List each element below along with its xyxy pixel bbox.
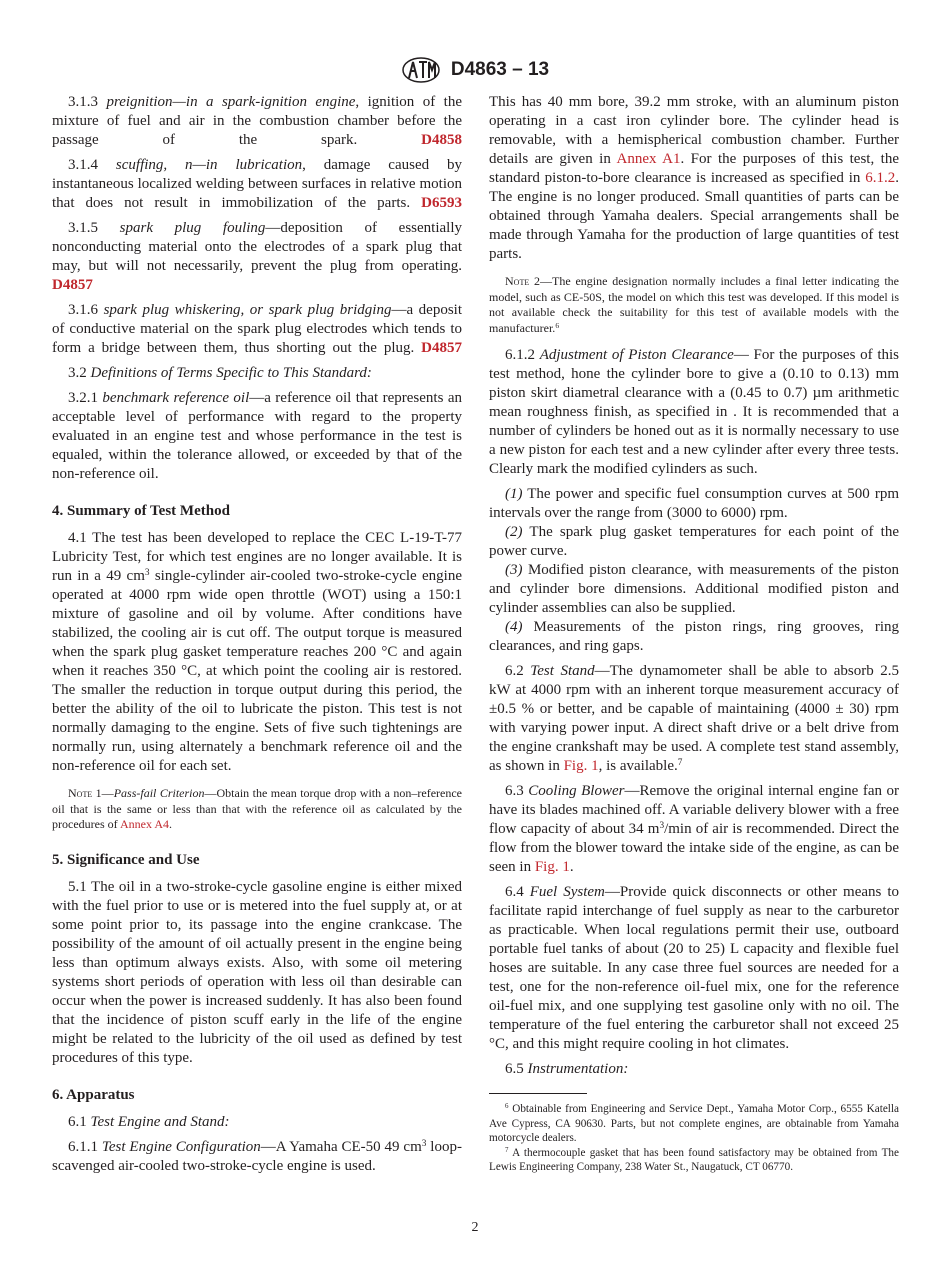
text-run: 6.3 — [505, 783, 529, 799]
text-run: 3.2.1 — [68, 390, 103, 406]
superscript: 7 — [505, 1145, 509, 1154]
standard-reference-link[interactable]: D4857 — [421, 340, 462, 356]
section-heading — [52, 1086, 462, 1105]
document-designation: D4863 – 13 — [450, 59, 550, 80]
text-run: —a reference oil that represents an acceptable level of performance with regard to the property evaluated in an engine test and whose performance in the test is equaled, within the tolerance allowed, or exceeded by that of the non-reference oil. — [52, 390, 462, 482]
text-run: , damage caused by instantaneous localized welding between surfaces in relative motion that does not result in immobilization of the parts. — [52, 157, 463, 211]
text-run: 6.2 — [505, 663, 531, 679]
astm-logo-icon — [401, 56, 441, 84]
text-run: —deposition of essentially nonconducting material onto the electrodes of a spark plug that may, but will not necessarily, prevent the plug from operating. — [52, 220, 463, 274]
text-run: Modified piston clearance, with measurements of the piston and cylinder bore dimensions. Additional modified piston and cylinder assemblies can also be supplied. — [489, 562, 899, 616]
text-run: (4) — [505, 619, 523, 635]
superscript: 3 — [659, 820, 665, 831]
text-run: The spark plug gasket temperatures for each point of the power curve. — [489, 524, 899, 559]
text-run: This has 40 mm bore, 39.2 mm stroke, with an aluminum piston operating in a cast iron cylinder bore. The cylinder head is removable, with a hemispherical combustion chamber. Further details are given in — [489, 94, 899, 167]
paragraph — [52, 301, 462, 358]
text-run: loop-scavenged air-cooled two-stroke-cycle engine is used. — [52, 1138, 462, 1174]
standard-reference-link[interactable]: D4857 — [52, 277, 93, 293]
text-run: spark plug whiskering, or spark plug bridging — [103, 302, 392, 318]
page-number: 2 — [471, 1220, 479, 1235]
text-run: 6.1.2 — [505, 347, 540, 363]
text-run: Test Engine and Stand: — [90, 1113, 230, 1130]
paragraph — [489, 93, 899, 264]
text-run: single-cylinder air-cooled two-stroke-cycle engine operated at 4000 rpm wide open throttle (WOT) using a 150:1 mixture of gasoline and oil by volume. After conditions have stabilized, the cooling air is cut off. The output torque is measured when the spark plug gasket temperature reaches 200 °C and again when it reaches 350 °C, at which point the cooling air is restored. The smaller the reduction in torque output during this period, the better the ability of the oil to lubricate the piston. This test is not normally damaging to the engine. Sets of five such tightenings are normally run, using alternately a benchmark reference oil and the non-reference oil for each set. — [52, 568, 462, 774]
footnote — [489, 1102, 899, 1146]
text-run: 6.4 — [505, 884, 530, 900]
text-run: 3.1.6 — [68, 302, 104, 318]
text-run: 5. Significance and Use — [52, 851, 200, 868]
text-run: —Remove the original internal engine fan or have its blades machined off. A variable delivery blower with a free flow capacity of about 34 m — [489, 783, 900, 837]
section-heading — [52, 502, 462, 521]
text-run: A thermocouple gasket that has been found satisfactory may be obtained from The Lewis Engineering Company, 238 Water St., Naugatuck, CT 06770. — [489, 1146, 899, 1173]
text-run: —a deposit of conductive material on the spark plug electrodes which tends to form a bridge between them, thus shorting out the plug. — [52, 302, 463, 356]
text-run: Instrumentation: — [527, 1061, 629, 1077]
text-run: spark plug fouling — [119, 220, 266, 236]
note — [52, 786, 462, 833]
paragraph — [489, 561, 899, 618]
text-run: . — [168, 817, 172, 831]
superscript: 7 — [677, 757, 683, 768]
paragraph — [52, 878, 462, 1068]
text-run: 6. Apparatus — [52, 1086, 135, 1103]
paragraph — [489, 346, 899, 479]
text-run: Definitions of Terms Specific to This Standard: — [90, 365, 372, 381]
paragraph — [52, 219, 462, 295]
footnote — [489, 1146, 899, 1175]
text-run: The power and specific fuel consumption curves at 500 rpm intervals over the range from (3000 to 6000) rpm. — [489, 486, 899, 521]
text-run: Note — [68, 786, 93, 800]
text-run: 3.2 — [68, 365, 91, 381]
paragraph — [489, 1060, 899, 1079]
text-run: (2) — [505, 524, 523, 540]
standard-reference-link[interactable]: D6593 — [421, 195, 462, 211]
footnote-divider — [489, 1093, 587, 1094]
paragraph — [489, 782, 899, 877]
paragraph — [52, 156, 462, 213]
paragraph — [52, 1138, 462, 1176]
paragraph — [52, 1113, 462, 1132]
text-run: —Provide quick disconnects or other means to facilitate rapid interchange of fuel supply as near to the carburetor as practicable. When local regulations permit their use, outboard portable fuel tanks of about (20 to 25) L capacity and flexible fuel hoses are suitable. In any case three fuel sources are needed for a test, one for the non-reference oil-fuel mix, one for the reference oil-fuel mix, and one supplying test gasoline only with no oil. The temperature of the fuel entering the carburetor shall not exceed 25 °C, and this might require cooling in hot climates. — [489, 884, 900, 1052]
superscript: 6 — [505, 1102, 509, 1111]
text-run: —Obtain the mean torque drop with a non–reference oil that is the same or less than that with the reference oil as calculated by the procedures of — [52, 786, 462, 831]
text-run: , ignition of the mixture of fuel and air in the combustion chamber before the passage of the spark. — [52, 94, 462, 148]
cross-reference-link[interactable]: Annex A4 — [119, 817, 169, 831]
text-run: Test Stand — [530, 663, 595, 679]
text-run: Fuel System — [529, 884, 605, 900]
section-heading — [52, 851, 462, 870]
text-run: Cooling Blower — [528, 783, 625, 799]
text-run: , is available. — [598, 758, 678, 774]
text-run: 6.1 — [68, 1113, 91, 1130]
superscript: 3 — [144, 567, 150, 578]
text-run: — For the purposes of this test method, hone the cylinder bore to give a (0.10 to 0.13) mm piston skirt diametral clearance with a (0.45 to 0.7) µm arithmetic mean roughness finish, as specified in . It is recommended that a number of cylinders be honed out as it is normally necessary to use a new piston for each test and a new cylinder after every three tests. Clearly mark the modified cylinders as such. — [489, 347, 899, 477]
text-run: 6.5 — [505, 1061, 528, 1077]
left-column — [52, 93, 462, 1182]
text-run: Adjustment of Piston Clearance — [539, 347, 734, 363]
text-run: (3) — [505, 562, 523, 578]
text-run: /min of air is recommended. Direct the flow from the blower toward the intake side of the engine, as can be seen in — [489, 821, 900, 875]
text-run: scuffing, n—in lubrication — [115, 157, 303, 173]
text-run: benchmark reference oil — [102, 390, 250, 406]
paragraph — [489, 523, 899, 561]
paragraph — [489, 485, 899, 523]
page-header — [0, 56, 950, 84]
superscript: 3 — [421, 1138, 427, 1149]
text-run: (1) — [505, 486, 523, 502]
cross-reference-link[interactable]: Fig. 1 — [563, 758, 599, 774]
text-run: 6.1.1 — [68, 1138, 102, 1155]
text-run: Measurements of the piston rings, ring grooves, ring clearances, and ring gaps. — [489, 619, 899, 654]
paragraph — [489, 883, 899, 1054]
text-run: Pass-fail Criterion — [113, 786, 205, 800]
note — [489, 274, 899, 336]
paragraph — [489, 662, 899, 776]
text-run: —The dynamometer shall be able to absorb 2.5 kW at 4000 rpm with an inherent torque measurement accuracy of ±0.5 % or better, and be capable of maintaining (4000 ± 30) rpm with varying power input. A direct shaft drive or a belt drive from the engine crankshaft may be used. A complete test stand assembly, as shown in — [489, 663, 899, 774]
text-run: . The engine is no longer produced. Small quantities of parts can be obtained through Yamaha dealers. Special arrangements shall be made through Yamaha for the production of large quantities of test parts. — [489, 170, 899, 262]
cross-reference-link[interactable]: 6.1.2 — [865, 170, 896, 186]
text-run: 1— — [92, 786, 114, 800]
text-run: . For the purposes of this test, the standard piston-to-bore clearance is increased as specified in — [489, 151, 899, 186]
text-run: Note — [505, 274, 530, 288]
text-run: Test Engine Configuration — [101, 1138, 261, 1155]
text-run: 2—The engine designation normally includes a final letter indicating the model, such as CE-50S, the model on which this test was developed. If this model is not available check the suitability for this test of available models with the manufacturer. — [489, 274, 899, 335]
standard-reference-link[interactable]: D4858 — [421, 132, 462, 148]
superscript: 6 — [555, 320, 560, 330]
paragraph — [489, 618, 899, 656]
text-run: . — [569, 859, 574, 875]
text-run: 3.1.5 — [68, 220, 120, 236]
cross-reference-link[interactable]: Annex A1 — [616, 151, 681, 167]
text-run: Obtainable from Engineering and Service Dept., Yamaha Motor Corp., 6555 Katella Ave Cypress, CA 90630. Parts, but not complete engines, are obtainable from Yamaha motorcycle dealers. — [489, 1103, 899, 1144]
paragraph — [52, 389, 462, 484]
cross-reference-link[interactable]: Fig. 1 — [534, 859, 570, 875]
paragraph — [52, 364, 462, 383]
text-run: 5.1 The oil in a two-stroke-cycle gasoline engine is either mixed with the fuel prior to use or is metered into the fuel supply at, or at some point prior to, its passage into the engine crankcase. The possibility of the amount of oil actually present in the engine being less than optimum always exists. Also, with some oil metering systems short periods of operation with less oil than desirable can occur when the power is increased suddenly. It has also been found that the incidence of piston scuff early in the life of the engine might be related to the lubricity of the oil used as defined by test procedures of this type. — [52, 878, 462, 1066]
text-run: 4. Summary of Test Method — [52, 503, 230, 519]
text-run: 4.1 The test has been developed to replace the CEC L-19-T-77 Lubricity Test, for which test engines are no longer available. It is run in a 49 cm — [52, 530, 462, 584]
text-run: —A Yamaha CE-50 49 cm — [260, 1138, 422, 1155]
paragraph — [52, 93, 462, 150]
text-run: preignition—in a spark-ignition engine — [106, 94, 356, 110]
paragraph — [52, 529, 462, 776]
right-column — [489, 93, 899, 1175]
text-run: 3.1.3 — [68, 94, 107, 110]
text-run: 3.1.4 — [68, 157, 116, 173]
